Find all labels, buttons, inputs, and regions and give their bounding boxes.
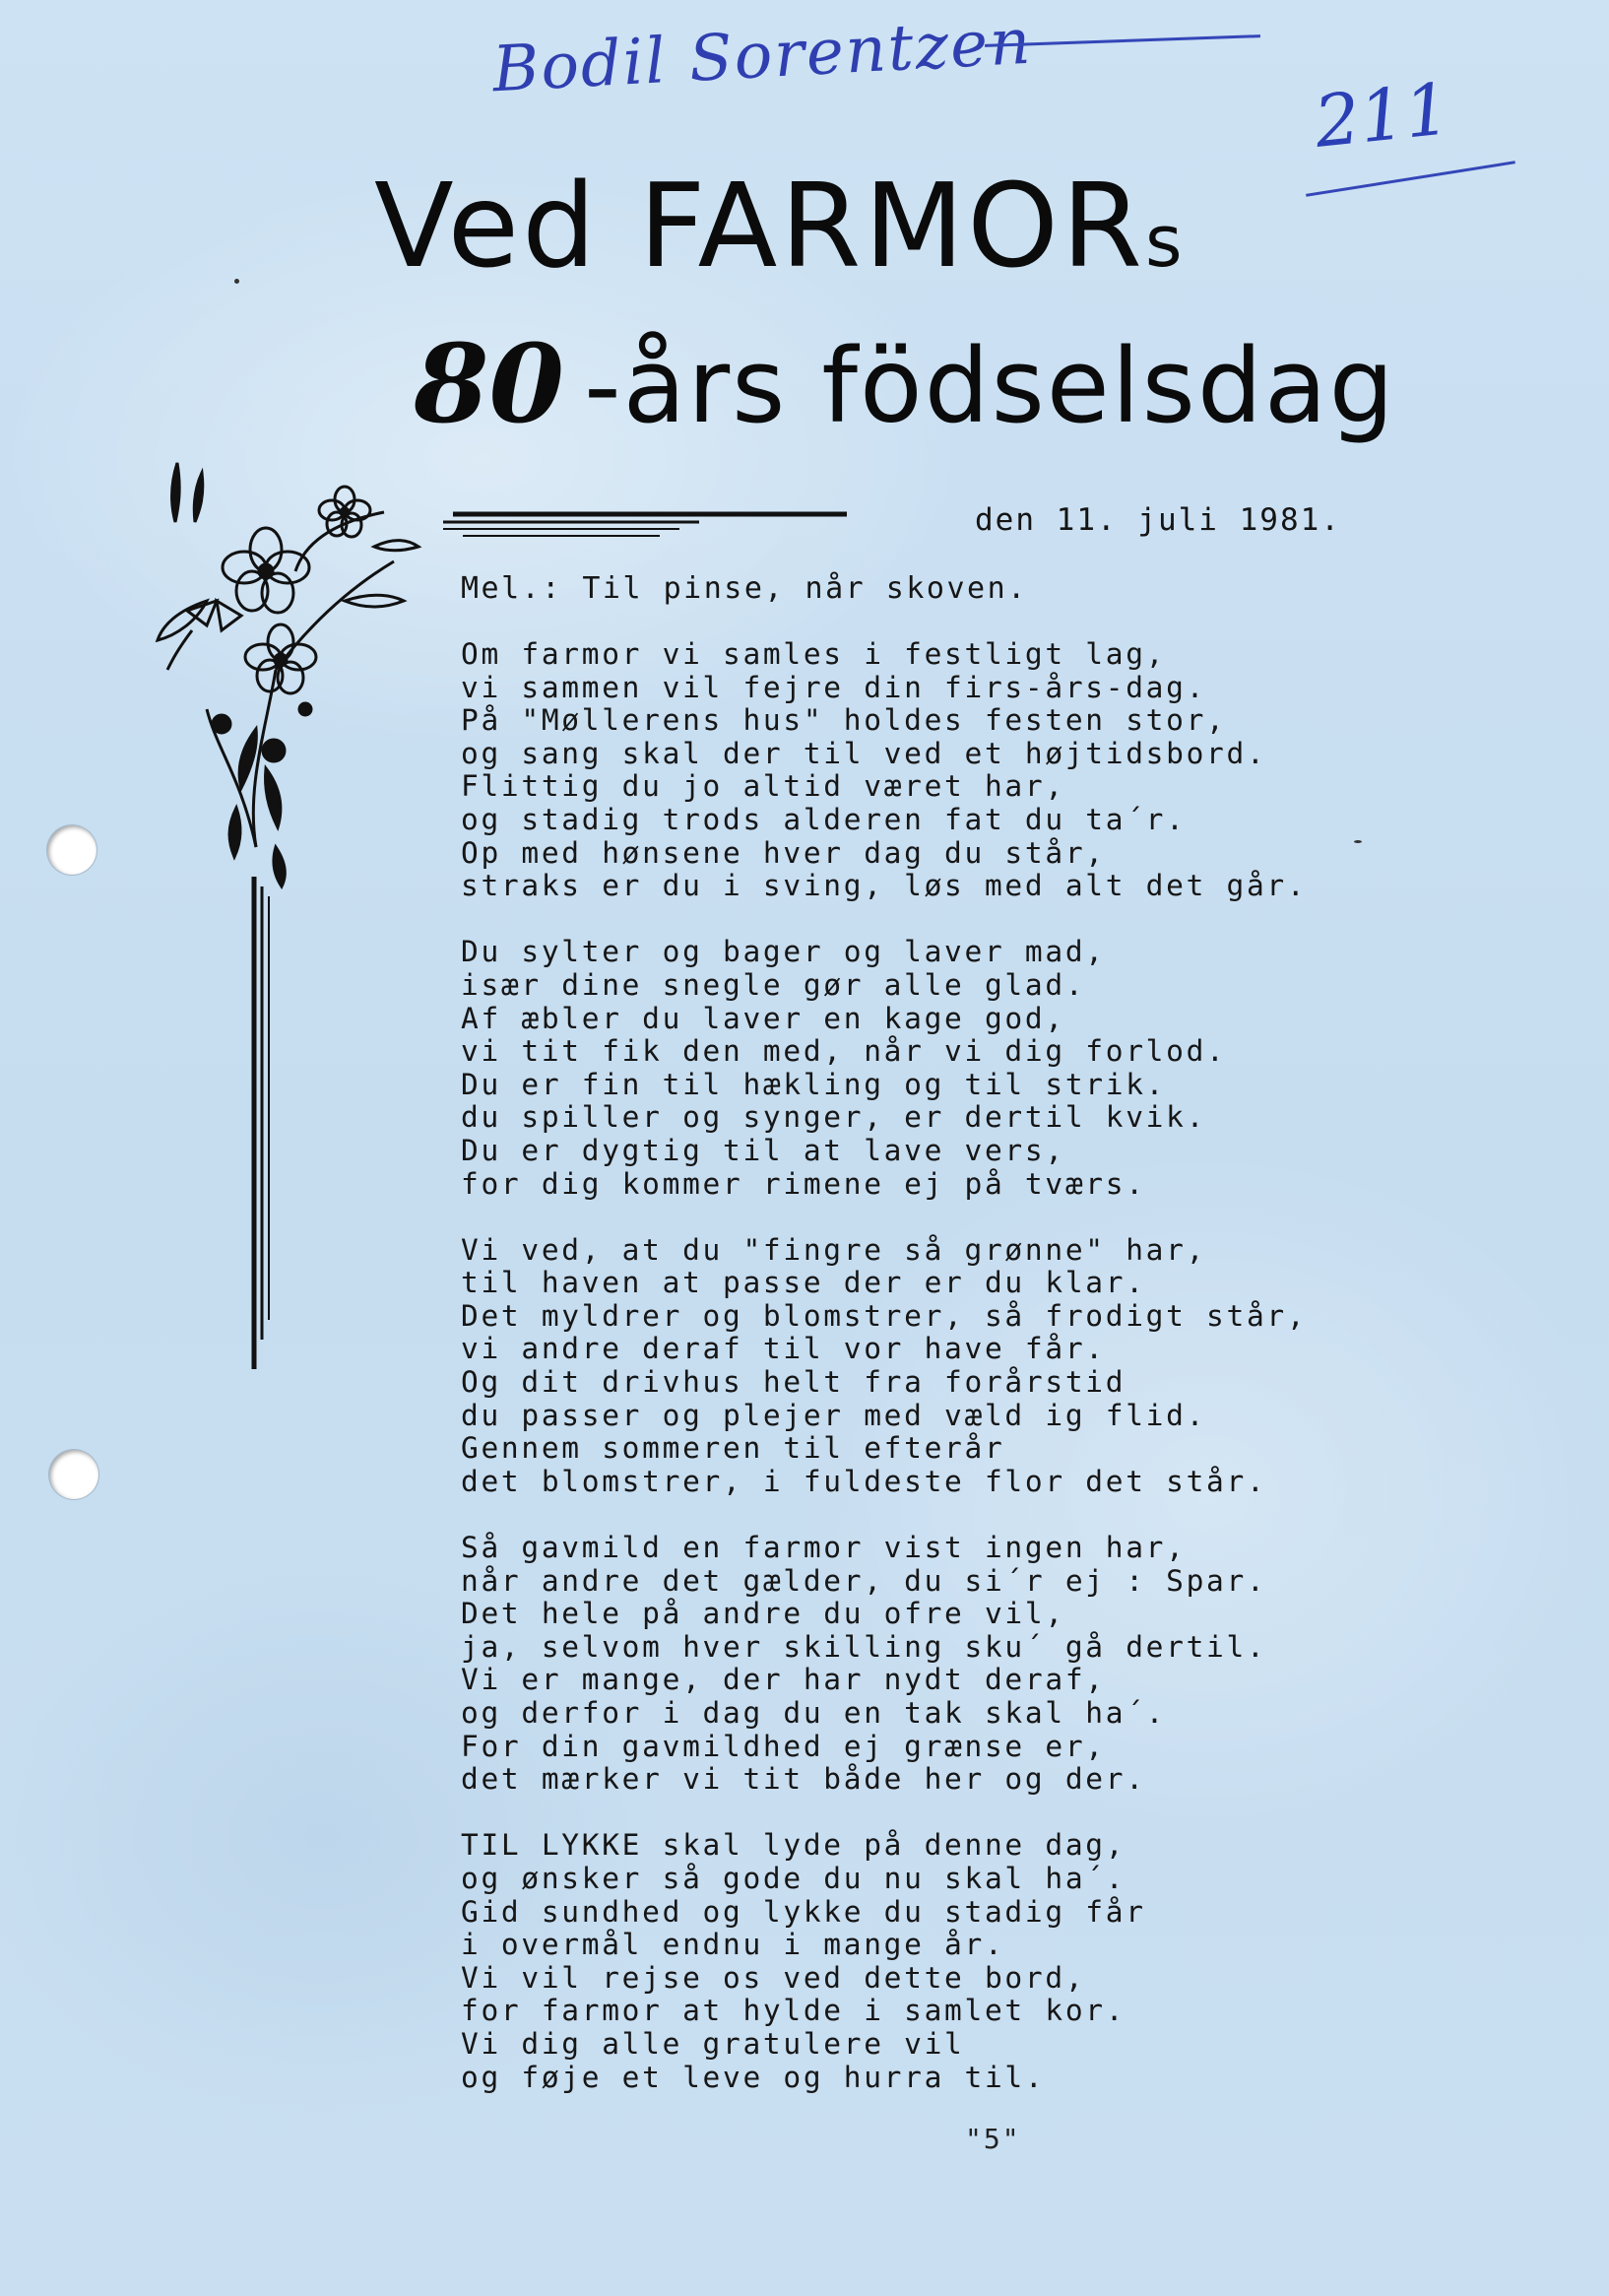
verse-line: det blomstrer, i fuldeste flor det står. (461, 1464, 1267, 1498)
handwritten-number: 211 (1310, 67, 1454, 164)
title-suffix: s (1145, 200, 1186, 283)
verse-line: Vi er mange, der har nydt deraf, (461, 1663, 1106, 1697)
handwritten-stroke (1306, 161, 1515, 197)
stanza (461, 1829, 1446, 2094)
verse-line: vi tit fik den med, når vi dig forlod. (461, 1034, 1227, 1069)
stanza (461, 936, 1446, 1201)
verse-line: Vi dig alle gratulere vil (461, 2026, 965, 2061)
verse-line: ja, selvom hver skilling sku´ gå dertil. (461, 1629, 1267, 1664)
verse-line: Vi vil rejse os ved dette bord, (461, 1960, 1086, 1995)
verse-line: Op med hønsene hver dag du står, (461, 835, 1106, 870)
paper-speck (234, 279, 239, 284)
verse-line: Du er dygtig til at lave vers, (461, 1133, 1065, 1167)
verse-line: og ønsker så gode du nu skal ha´. (461, 1861, 1126, 1895)
stanza (461, 638, 1446, 903)
poem (461, 638, 1446, 2094)
stanza (461, 1532, 1446, 1797)
verse-line: du spiller og synger, er dertil kvik. (461, 1100, 1207, 1135)
verse-line: du passer og plejer med væld ig flid. (461, 1398, 1207, 1432)
verse-line: for dig kommer rimene ej på tværs. (461, 1166, 1146, 1201)
handwritten-name: Bodil Sorentzen (490, 5, 1034, 107)
verse-line: Vi ved, at du "fingre så grønne" har, (461, 1232, 1207, 1267)
verse-line: For din gavmildhed ej grænse er, (461, 1729, 1106, 1763)
verse-line: for farmor at hylde i samlet kor. (461, 1994, 1126, 2028)
verse-line: straks er du i sving, løs med alt det går. (461, 869, 1308, 903)
title-line-2 (414, 320, 1396, 447)
verse-line: På "Møllerens hus" holdes festen stor, (461, 703, 1227, 738)
paper-speck (1354, 840, 1362, 843)
verse-line: Om farmor vi samles i festligt lag, (461, 637, 1167, 671)
verse-line: vi sammen vil fejre din firs-års-dag. (461, 670, 1207, 704)
melody-line: Mel.: Til pinse, når skoven. (461, 571, 1028, 606)
verse-line: vi andre deraf til vor have får. (461, 1332, 1106, 1366)
verse-line: Og dit drivhus helt fra forårstid (461, 1365, 1126, 1400)
verse-line: og derfor i dag du en tak skal ha´. (461, 1696, 1167, 1730)
verse-line: Du sylter og bager og laver mad, (461, 935, 1106, 969)
verse-line: Gennem sommeren til efterår (461, 1431, 1005, 1466)
stanza (461, 1234, 1446, 1499)
verse-line: og sang skal der til ved et højtidsbord. (461, 736, 1267, 770)
verse-line: til haven at passe der er du klar. (461, 1266, 1146, 1300)
title-main: Ved FARMOR (374, 158, 1145, 294)
page-number: "5" (965, 2123, 1021, 2155)
verse-line: især dine snegle gør alle glad. (461, 967, 1086, 1002)
verse-line: og stadig trods alderen fat du ta´r. (461, 802, 1187, 836)
verse-line: Du er fin til hækling og til strik. (461, 1067, 1167, 1101)
title-age-number: 80 (414, 320, 565, 447)
verse-line: i overmål endnu i mange år. (461, 1928, 1005, 1962)
title-line-1 (374, 158, 1186, 294)
punch-hole (47, 825, 97, 875)
verse-line: og føje et leve og hurra til. (461, 2060, 1046, 2094)
verse-line: Flittig du jo altid været har, (461, 769, 1065, 804)
verse-line: TIL LYKKE skal lyde på denne dag, (461, 1828, 1126, 1863)
verse-line: det mærker vi tit både her og der. (461, 1762, 1146, 1797)
verse-line: Gid sundhed og lykke du stadig får (461, 1894, 1146, 1929)
punch-hole (49, 1450, 98, 1499)
title-birthday-text: -års födselsdag (584, 326, 1396, 446)
verse-line: når andre det gælder, du si´r ej : Spar. (461, 1563, 1267, 1598)
verse-line: Så gavmild en farmor vist ingen har, (461, 1531, 1187, 1565)
verse-line: Det myldrer og blomstrer, så frodigt står, (461, 1298, 1308, 1333)
verse-line: Det hele på andre du ofre vil, (461, 1597, 1065, 1631)
verse-line: Af æbler du laver en kage god, (461, 1001, 1065, 1035)
poem-date: den 11. juli 1981. (975, 502, 1341, 538)
